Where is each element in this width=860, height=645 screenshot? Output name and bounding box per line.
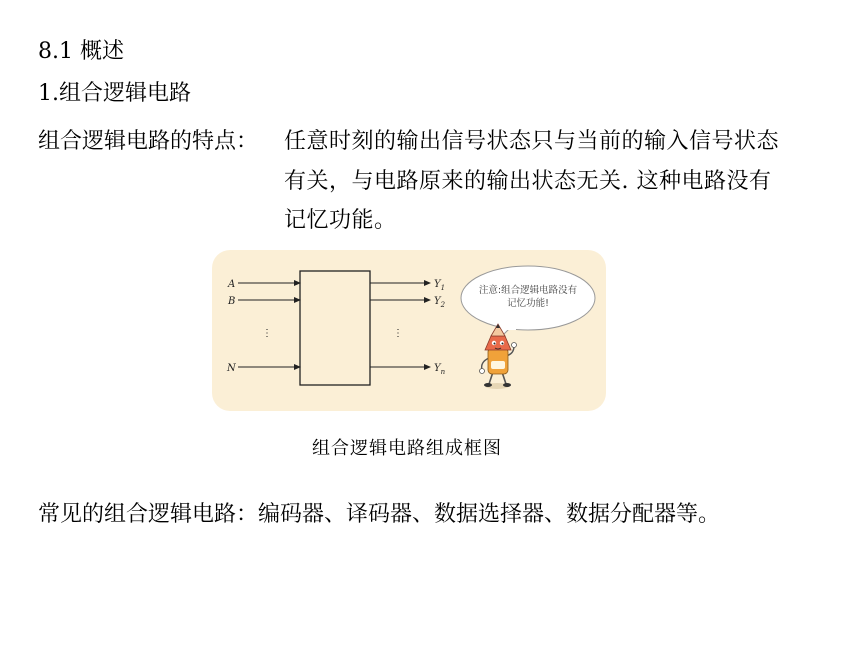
feature-label: 组合逻辑电路的特点： <box>38 129 259 154</box>
speech-bubble <box>461 266 595 343</box>
feature-text-line: 有关，与电路原来的输出状态无关. 这种电路没有 <box>284 169 772 194</box>
mascot-icon <box>480 324 517 389</box>
input-ellipsis: ⋮ <box>262 328 272 339</box>
output-label-y2: $Y_2$ <box>434 296 446 309</box>
output-label-yn: $Y_n$ <box>434 363 446 376</box>
bubble-text-line: 注意:组合逻辑电路没有 <box>478 285 578 296</box>
common-circuits-text: 常见的组合逻辑电路：编码器、译码器、数据选择器、数据分配器等。 <box>38 502 721 527</box>
output-ellipsis: ⋮ <box>393 328 403 339</box>
input-label-n: N <box>227 363 236 374</box>
subsection-title: 1.组合逻辑电路 <box>38 81 191 106</box>
feature-text-line: 记忆功能。 <box>284 208 397 233</box>
input-label-b: B <box>228 296 236 307</box>
output-label-y1: $Y_1$ <box>434 279 446 292</box>
bubble-text-line: 记忆功能! <box>507 298 549 309</box>
block-diagram <box>212 250 606 411</box>
section-title: 8.1 概述 <box>38 39 124 64</box>
feature-text-line: 任意时刻的输出信号状态只与当前的输入信号状态 <box>284 129 780 154</box>
block-diagram-figure <box>212 250 606 411</box>
input-label-a: A <box>228 279 236 290</box>
logic-block <box>300 271 370 385</box>
figure-caption: 组合逻辑电路组成框图 <box>312 438 502 459</box>
